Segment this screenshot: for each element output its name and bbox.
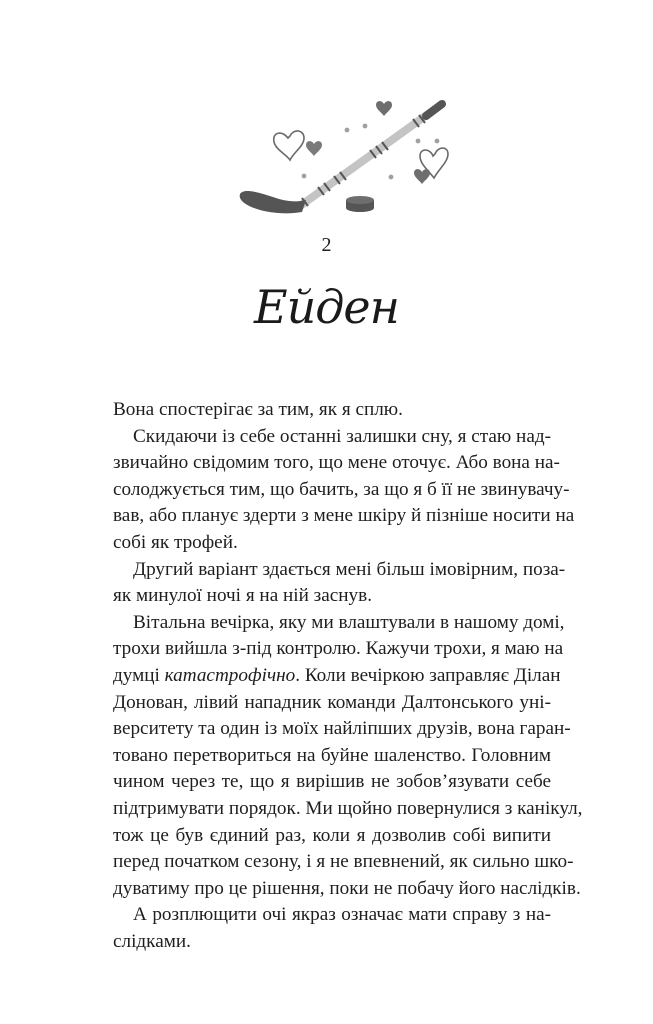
chapter-number: 2	[321, 234, 332, 256]
text-line: Донован, лівий нападник команди Далтонського уні-	[113, 691, 551, 713]
text-line: Вітальна вечірка, яку ми влаштували в нашому домі,	[133, 611, 565, 633]
text-line: чином через те, що я вирішив не зобов’язувати себе	[113, 771, 551, 793]
text-line: думці катастрофічно. Коли вечіркою заправляє Ділан	[113, 664, 561, 686]
chapter-title: Ейден	[254, 280, 399, 334]
text-line: Другий варіант здається мені більш імовірним, поза-	[133, 558, 566, 580]
hockey-stick-illustration	[236, 86, 456, 216]
hockey-puck	[346, 196, 374, 212]
heart-icon	[414, 169, 430, 184]
heart-icon	[306, 141, 322, 156]
text-line: верситету та один із моїх найліпших друзів, вона гаран-	[113, 718, 571, 740]
text-line: тож це був єдиний раз, коли я дозволив собі випити	[113, 824, 551, 846]
text-line: дуватиму про це рішення, поки не побачу його наслідків.	[113, 877, 581, 899]
text-line: перед початком сезону, і я не впевнений, як сильно шко-	[113, 851, 574, 873]
text-line: Скидаючи із себе останні залишки сну, я стаю над-	[133, 425, 551, 447]
text-line: слідками.	[113, 930, 191, 952]
chapter-body	[113, 397, 583, 955]
emphasis-text: катастрофічно	[164, 664, 296, 686]
text-line: як минулої ночі я на ній заснув.	[113, 585, 373, 607]
text-line: підтримувати порядок. Ми щойно повернулися з канікул,	[113, 797, 583, 819]
heart-outline-icon	[274, 131, 304, 160]
text-line: трохи вийшла з-під контролю. Кажучи трохи, я маю на	[113, 638, 564, 660]
heart-icon	[376, 101, 392, 116]
text-line: Вона спостерігає за тим, як я сплю.	[113, 399, 403, 420]
text-line: товано перетвориться на буйне шаленство. Головним	[113, 744, 551, 766]
text-line: А розплющити очі якраз означає мати справу з на-	[133, 904, 551, 926]
text-line: солоджується тим, що бачить, за що я б її не звинувачу-	[113, 478, 570, 500]
hockey-stick	[240, 104, 442, 213]
text-line: звичайно свідомим того, що мене оточує. Або вона на-	[113, 452, 560, 474]
text-line: собі як трофей.	[113, 531, 238, 553]
text-line: вав, або планує здерти з мене шкіру й пізніше носити на	[113, 505, 575, 527]
